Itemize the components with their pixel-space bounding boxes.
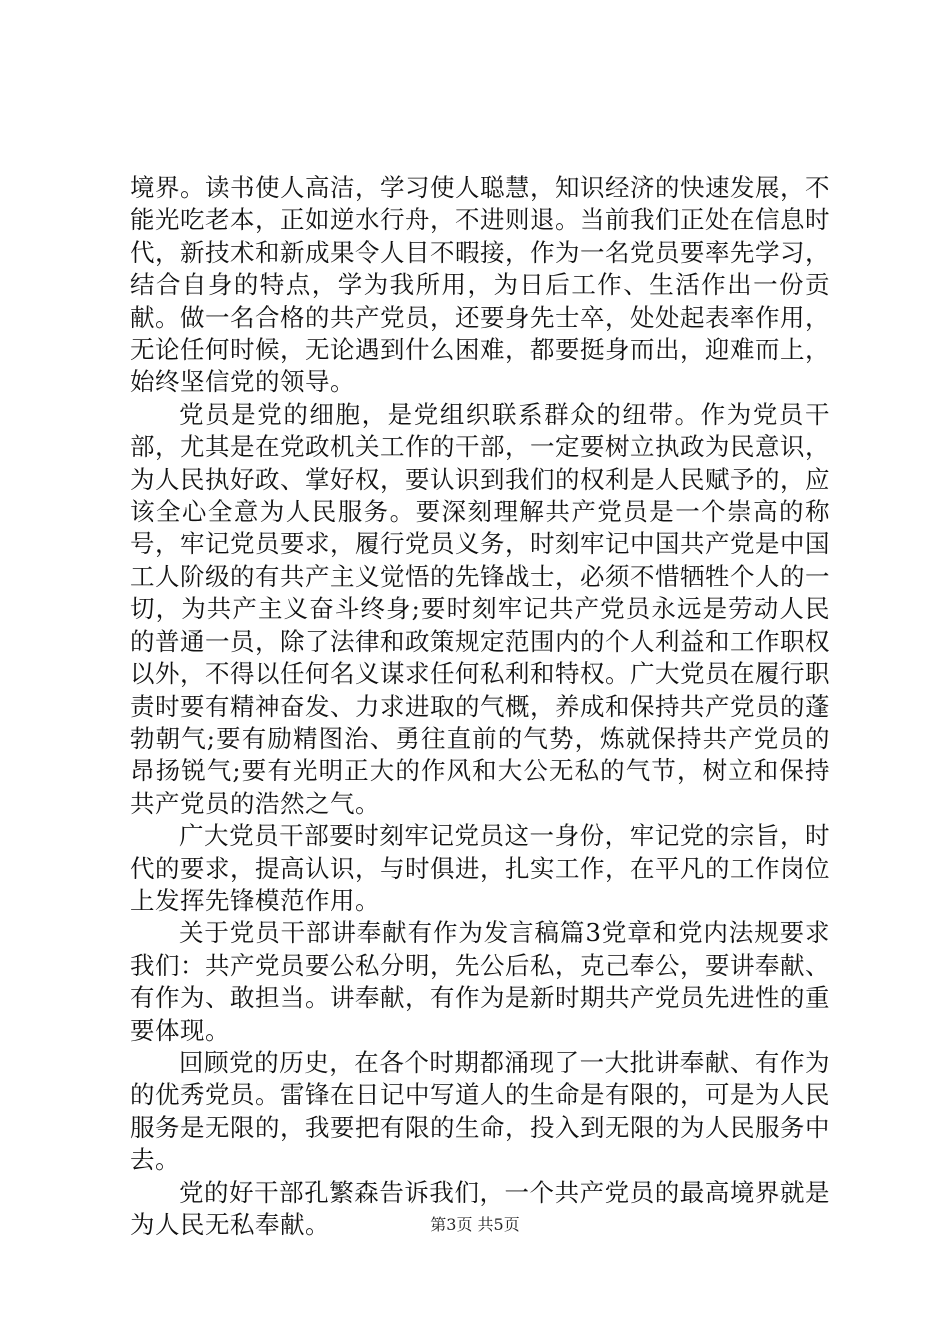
paragraph-4: 关于党员干部讲奉献有作为发言稿篇3党章和党内法规要求我们：共产党员要公私分明，先公后私，克己奉公，要讲奉献、有作为、敢担当。讲奉献，有作为是新时期共产党员先进性的重要体现。 [130,918,830,1045]
document-body [130,172,830,1241]
paragraph-1: 境界。读书使人高洁，学习使人聪慧，知识经济的快速发展，不能光吃老本，正如逆水行舟，不进则退。当前我们正处在信息时代，新技术和新成果令人目不暇接，作为一名党员要率先学习，结合自身的特点，学为我所用，为日后工作、生活作出一份贡献。做一名合格的共产党员，还要身先士卒，处处起表率作用，无论任何时候，无论遇到什么困难，都要挺身而出，迎难而上，始终坚信党的领导。 [130,173,830,397]
page-footer: 第3页 共5页 [430,1215,520,1234]
paragraph-6: 党的好干部孔繁森告诉我们，一个共产党员的最高境界就是为人民无私奉献。 [130,1177,830,1239]
paragraph-2: 党员是党的细胞，是党组织联系群众的纽带。作为党员干部，尤其是在党政机关工作的干部，一定要树立执政为民意识，为人民执好政、掌好权，要认识到我们的权利是人民赋予的，应该全心全意为人民服务。要深刻理解共产党员是一个崇高的称号，牢记党员要求，履行党员义务，时刻牢记中国共产党是中国工人阶级的有共产主义觉悟的先锋战士，必须不惜牺牲个人的一切，为共产主义奋斗终身;要时刻牢记共产党员永远是劳动人民的普通一员，除了法律和政策规定范围内的个人利益和工作职权以外，不得以任何名义谋求任何私利和特权。广大党员在履行职责时要有精神奋发、力求进取的气概，养成和保持共产党员的蓬勃朝气;要有励精图治、勇往直前的气势，炼就保持共产党员的昂扬锐气;要有光明正大的作风和大公无私的气节，树立和保持共产党员的浩然之气。 [130,399,830,818]
paragraph-3: 广大党员干部要时刻牢记党员这一身份，牢记党的宗旨，时代的要求，提高认识，与时俱进，扎实工作，在平凡的工作岗位上发挥先锋模范作用。 [130,821,830,915]
paragraph-5: 回顾党的历史，在各个时期都涌现了一大批讲奉献、有作为的优秀党员。雷锋在日记中写道人的生命是有限的，可是为人民服务是无限的，我要把有限的生命，投入到无限的为人民服务中去。 [130,1047,830,1175]
